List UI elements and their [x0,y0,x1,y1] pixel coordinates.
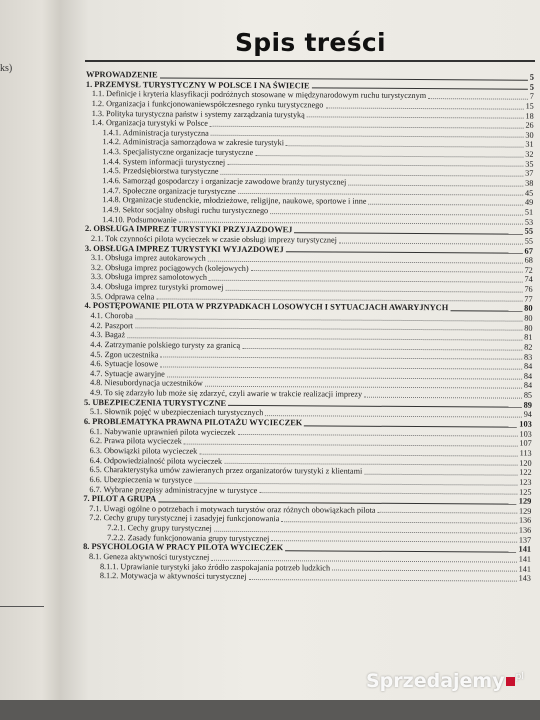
toc-leader-dots [428,97,528,100]
toc-entry-title: 3.1. Obsługa imprez autokarowych [90,253,206,263]
bottom-shadow [0,700,540,720]
toc-leader-dots [304,424,517,427]
toc-entry-title: 1.4.4. System informacji turystycznej [102,156,226,167]
toc-page-number: 15 [525,101,534,111]
toc-entry-title: 3.5. Odprawa celna [90,291,155,302]
toc-leader-dots [238,192,523,196]
page-title: Spis treści [235,28,386,57]
toc-entry-title: 8.1.2. Motywacja w aktywności turystycznej [99,571,247,582]
toc-page-number: 129 [519,506,532,516]
toc-leader-dots [307,116,524,119]
toc-page-number: 32 [525,149,534,159]
toc-page-number: 141 [518,554,532,564]
toc-page-number: 5 [529,82,534,92]
toc-entry-title: 3. OBSŁUGA IMPREZ TURYSTYKI WYJAZDOWEJ [84,243,284,254]
toc-leader-dots [368,203,523,206]
toc-entry-title: 3.4. Obsługa imprez turystyki promowej [90,282,224,292]
toc-page-number: 103 [519,429,532,439]
toc-page-number: 113 [519,448,532,458]
left-page-text-fragment: ks) [0,63,13,74]
toc-entry [83,571,531,583]
toc-leader-dots [242,347,522,351]
toc-entry-title: 5. UBEZPIECZENIA TURYSTYCZNE [83,397,227,408]
toc-page-number: 136 [518,516,532,526]
toc-entry-title: 4.1. Choroba [90,311,134,321]
toc-leader-dots [281,520,517,523]
title-underline [85,60,535,62]
toc-page-number: 49 [524,197,534,208]
toc-entry-title: 7.2.1. Cechy grupy turystycznej [107,523,212,533]
toc-entry-title: 4.2. Paszport [90,320,133,330]
toc-entry-title: 7.1. Uwagi ogólne o potrzebach i motywach turystów oraz różnych obowiązkach pilota [89,503,376,515]
toc-leader-dots [224,462,517,466]
toc-entry-title: 6.1. Nabywanie uprawnień pilota wycieczek [89,426,236,437]
watermark-logo [366,670,524,692]
watermark-tld: pl [515,672,524,682]
toc-leader-dots [251,269,523,273]
toc-leader-dots [286,144,523,147]
toc-leader-dots [364,473,517,476]
toc-entry-title: 4.5. Zgon uczestnika [90,349,159,360]
toc-page-number: 107 [519,438,532,449]
toc-entry-title: 5.1. Słownik pojęć w ubezpieczeniach turystycznych [89,407,264,418]
toc-page-number: 81 [524,332,533,343]
toc-entry-title: 8.1. Geneza aktywności turystycznej [89,552,210,562]
toc-page-number: 123 [519,477,532,487]
toc-entry-title: 4.8. Niesubordynacja uczestników [90,378,203,389]
toc-page-number: 120 [519,458,532,468]
toc-page-number: 55 [524,236,533,246]
toc-leader-dots [270,212,523,216]
toc-page-number: 7 [529,91,534,102]
toc-entry-title: 6.5. Charakterystyka umów zawieranych przez organizatorów turystyki z klientami [89,465,363,476]
toc-leader-dots [228,404,521,408]
toc-entry-title: 8.1.1. Uprawianie turystyki jako źródło zaspokajania potrzeb ludzkich [99,561,331,573]
toc-entry-title: 1.4.10. Podsumowanie [102,214,177,225]
toc-leader-dots [249,578,517,582]
left-page-rule [0,606,44,607]
toc-entry-title: 8. PSYCHOLOGIA W PRACY PILOTA WYCIECZEK [83,542,284,553]
toc-page-number: 18 [525,111,534,121]
toc-entry-title: 3.3. Obsługa imprez samolotowych [90,272,207,283]
toc-entry-title: 7. PILOT A GRUPA [83,494,157,504]
toc-leader-dots [312,87,528,90]
toc-page-number: 141 [518,545,532,555]
toc-entry-title: 6. PROBLEMATYKA PRAWNA PILOTAŻU WYCIECZEK [83,417,303,428]
watermark-dot-icon [506,677,515,686]
toc-entry-title: 2.1. Tok czynności pilota wycieczek w czasie obsługi imprezy turystycznej [90,233,337,245]
toc-page-number: 72 [524,265,533,275]
toc-leader-dots [271,540,517,544]
toc-entry-title: 1.2. Organizacja i funkcjonowaniewspółczesnego rynku turystycznego [91,98,324,110]
toc-page-number: 125 [519,487,532,497]
toc-entry-title: 7.2. Cechy grupy turystycznej i zasadyjej funkcjonowania [89,513,280,524]
toc-page-number: 84 [523,361,533,371]
toc-page-number: 76 [524,284,533,294]
toc-page-number: 5 [529,72,534,82]
toc-entry-title: 6.2. Prawa pilota wycieczek [89,436,182,446]
toc-page-number: 103 [519,419,532,429]
toc-entry-title: 4.6. Sytuacje losowe [90,359,158,369]
toc-page-number: 136 [518,525,532,535]
toc-entry-title: 6.7. Wybrane przepisy administracyjne w turystyce [89,484,258,495]
toc-leader-dots [285,549,516,552]
toc-page-number: 80 [524,304,533,314]
toc-page-number: 74 [524,275,533,285]
toc-entry-title: 4.7. Sytuacje awaryjne [90,368,165,379]
toc-page-number: 83 [524,352,533,362]
toc-leader-dots [332,569,517,572]
toc-leader-dots [378,511,517,514]
toc-entry-title: 4.9. To się zdarzyło lub może się zdarzyć, czyli awarie w trakcie realizacji imprezy [90,388,363,399]
toc-leader-dots [325,106,523,109]
toc-entry-title: 1.4.1. Administracja turystyczna [102,127,209,138]
toc-leader-dots [259,491,517,495]
toc-page-number: 67 [524,246,533,256]
toc-leader-dots [225,289,522,293]
toc-page-number: 80 [524,323,533,333]
toc-entry-title: 7.2.2. Zasady funkcjonowania grupy turystycznej [107,532,270,543]
toc-page-number: 84 [523,381,533,391]
toc-page-number: 45 [525,188,534,198]
toc-entry-title: 1.4. Organizacja turystyki w Polsce [91,118,208,128]
toc-page-number: 77 [524,294,533,304]
toc-page-number: 26 [525,120,534,130]
toc-page-number: 38 [525,178,534,188]
toc-page-number: 30 [525,130,534,140]
toc-entry-title: 4.3. Bagaż [90,330,126,340]
toc-page-number: 82 [524,342,533,352]
toc-page-number: 53 [524,217,534,227]
toc-entry-title: 1.4.9. Sektor socjalny obsługi ruchu turystycznego [102,205,269,216]
toc-page-number: 122 [519,467,532,477]
toc-page-number: 55 [524,226,534,236]
toc-leader-dots [227,163,523,167]
toc-leader-dots [294,231,522,234]
toc-entry-title: 1.4.8. Organizacje studenckie, młodzieżowe, religijne, naukowe, sportowe i inne [102,195,367,207]
toc-page-number: 141 [518,564,531,574]
toc-page-number: 80 [524,313,533,323]
toc-page [60,0,540,700]
toc-entry-title: 4. POSTĘPOWANIE PILOTA W PRZYPADKACH LOSOWYCH I SYTUACJACH AWARYJNYCH [84,301,449,313]
toc-entry-title: 6.3. Obowiązki pilota wycieczek [89,445,198,456]
toc-page-number: 94 [523,410,532,420]
toc-leader-dots [364,395,522,398]
toc-page-number: 89 [523,400,532,410]
toc-page-number: 137 [518,535,532,545]
table-of-contents [83,70,534,584]
toc-leader-dots [348,183,523,186]
toc-page-number: 143 [518,573,531,584]
toc-page-number: 68 [524,255,533,265]
toc-entry-title: 4.4. Zatrzymanie polskiego turysty za granicą [90,339,241,350]
toc-entry-title: 1.4.3. Specjalistyczne organizacje turystyczne [102,147,254,158]
toc-page-number: 51 [524,207,534,217]
toc-entry-title: 1. PRZEMYSŁ TURYSTYCZNY W POLSCE I NA ŚWIECIE [85,79,310,90]
toc-leader-dots [286,250,523,253]
toc-leader-dots [265,414,521,418]
toc-page-number: 37 [525,169,534,179]
toc-page-number: 35 [525,159,534,169]
toc-leader-dots [339,241,523,244]
toc-entry-title: 2. OBSŁUGA IMPREZ TURYSTYKI PRZYJAZDOWEJ [85,224,293,235]
toc-entry-title: WPROWADZENIE [85,69,158,80]
toc-leader-dots [237,433,517,437]
toc-entry-title: 1.4.7. Społeczne organizacje turystyczne [102,185,236,196]
toc-page-number: 129 [518,496,532,506]
toc-entry-title: 1.3. Polityka turystyczna państw i systemy zarządzania turystyką [91,108,305,119]
toc-page-number: 84 [523,371,533,381]
toc-entry-title: 1.4.2. Administracja samorządowa w zakresie turystyki [102,137,285,148]
toc-page-number: 85 [523,390,533,400]
toc-leader-dots [450,309,522,311]
toc-entry-title: 1.4.6. Samorząd gospodarczy i organizacje zawodowe branży turystycznej [102,176,347,187]
toc-entry-title: 3.2. Obsługa imprez pociągowych (kolejowych) [90,262,249,273]
left-page-edge [0,0,60,720]
toc-entry-title: 6.6. Ubezpieczenia w turystyce [89,474,193,485]
toc-leader-dots [255,154,523,158]
toc-entry-title: 1.4.5. Przedsiębiorstwa turystyczne [102,166,219,177]
toc-page-number: 31 [525,140,534,150]
watermark-name: Sprzedajemy [366,670,505,692]
toc-entry-title: 1.1. Definicje i kryteria klasyfikacji podróżnych stosowane w międzynarodowym ruchu turystycznym [91,89,427,101]
toc-entry-title: 6.4. Odpowiedzialność pilota wycieczek [89,455,223,466]
